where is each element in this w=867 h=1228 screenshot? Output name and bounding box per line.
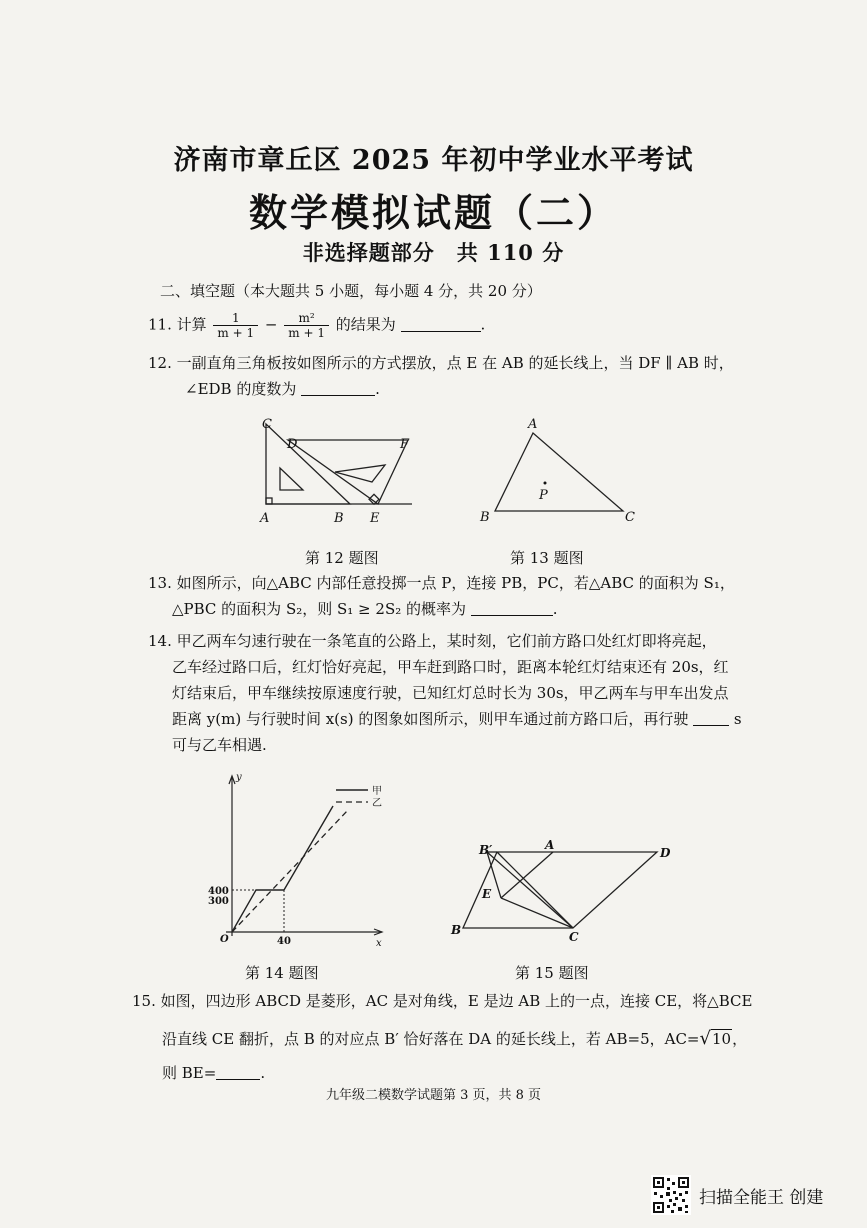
question-15-line-2 [162,1028,747,1049]
fig15-diagonal-ac [497,852,573,928]
question-12-line-1: 12. 一副直角三角板按如图所示的方式摆放，点 E 在 AB 的延长线上，当 DF ∥ AB 时， [148,354,734,372]
fig12-label-e: E [370,511,380,526]
q13-text: △PBC 的面积为 S₂，则 S₁ ≥ 2S₂ 的概率为 [172,600,466,618]
question-11 [148,311,485,340]
figure-13-caption: 第 13 题图 [510,549,584,567]
fig14-tick-300: 300 [208,896,229,907]
q11-frac1-den: m + 1 [217,326,255,340]
q15-text: 沿直线 CE 翻折，点 B 的对应点 B′ 恰好落在 DA 的延长线上，若 AB=5，AC= [162,1030,700,1048]
question-14-line-3: 灯结束后，甲车继续按原速度行驶，已知红灯总时长为 30s，甲乙两车与甲车出发点 [172,684,729,702]
fig14-y-label: y [236,772,242,783]
section-instructions: 二、填空题（本大题共 5 小题，每小题 4 分，共 20 分） [160,282,542,300]
question-15-line-1: 15. 如图，四边形 ABCD 是菱形，AC 是对角线，E 是边 AB 上的一点，连接 CE，将△BCE [132,992,753,1010]
watermark-text: 扫描全能王 创建 [699,1188,824,1208]
section-heading: 非选择题部分 共 110 分 [302,240,565,265]
q13-answer-blank[interactable] [471,601,553,616]
figure-12-caption: 第 12 题图 [305,549,379,567]
scanner-watermark [651,1175,824,1220]
fig15-label-b: B [451,923,462,937]
q12-answer-blank[interactable] [301,381,375,396]
fig12-triangle-def [288,440,408,504]
fig15-label-a: A [545,838,555,852]
question-14-line-4 [172,708,742,729]
fig15-label-bprime: B′ [479,843,493,857]
sqrt-sign: √ [699,1028,711,1049]
fig14-tick-400: 400 [208,886,229,897]
question-14-line-1: 14. 甲乙两车匀速行驶在一条笔直的公路上，某时刻，它们前方路口处红灯即将亮起， [148,632,717,650]
fig13-label-c: C [625,510,635,525]
fig12-label-a: A [260,511,270,526]
question-13-line-2 [172,598,558,619]
fig13-label-p: P [539,488,548,503]
q11-suffix: 的结果为 [335,315,396,334]
fig15-line-bpc [487,852,573,928]
question-14-line-2: 乙车经过路口后，红灯恰好亮起，甲车赶到路口时，距离本轮红灯结束还有 20s，红 [172,658,729,676]
q15-radicand: 10 [711,1030,732,1048]
exam-subtitle: 数学模拟试题（二） [248,190,618,235]
fig12-triangle-acb [266,424,350,504]
fig12-label-b: B [334,511,344,526]
fig14-x-label: x [376,938,382,949]
fig15-label-e: E [482,887,492,901]
fig13-label-a: A [528,417,538,432]
fig15-label-c: C [569,930,579,944]
figure-14-graph [200,770,395,955]
q11-minus: − [264,315,278,334]
question-12-line-2 [185,378,380,399]
q14-unit: s [733,710,742,728]
fig12-right-angle-a [266,498,272,504]
q13-end: . [552,600,558,618]
qr-code-icon [651,1175,691,1215]
fig13-triangle-abc [495,433,623,511]
question-13-line-1: 13. 如图所示，向△ABC 内部任意投掷一点 P，连接 PB，PC，若△ABC 的面积为 S₁， [148,574,735,592]
fig14-tick-40: 40 [277,936,291,947]
q11-frac2-num: m² [284,311,329,326]
figure-12 [250,410,425,530]
figure-13 [475,415,645,525]
q14-answer-blank[interactable] [693,711,729,726]
fig15-label-d: D [660,846,671,860]
page-footer: 九年级二模数学试题第 3 页，共 8 页 [325,1088,542,1103]
fig12-label-f: F [400,437,410,452]
q11-frac1-num: 1 [213,311,258,326]
fig13-label-b: B [480,510,490,525]
fig14-legend-jia: 甲 [372,786,382,797]
fig12-label-d: D [287,437,298,452]
figure-15-caption: 第 15 题图 [515,964,589,982]
fig14-series-jia [232,806,333,932]
q15-answer-blank[interactable] [216,1065,260,1080]
q14-text: 距离 y(m) 与行驶时间 x(s) 的图象如图所示，则甲车通过前方路口后，再行驶 [172,710,689,728]
figure-15 [445,838,685,948]
fig12-label-c: C [262,417,272,432]
q11-answer-blank[interactable] [401,317,481,332]
q11-frac2-den: m + 1 [288,326,325,340]
fig14-legend-yi: 乙 [372,798,382,809]
q11-fraction-1 [213,311,258,340]
q11-prefix: 11. 计算 [148,315,207,334]
fig14-origin: O [220,934,229,945]
q15-comma: ， [732,1030,748,1048]
exam-title: 济南市章丘区 2025 年初中学业水平考试 [173,145,694,176]
fig14-series-yi [232,810,348,932]
q15-end: . [260,1064,266,1082]
question-15-line-3 [162,1062,265,1083]
figure-14-caption: 第 14 题图 [245,964,319,982]
fig13-point-p [544,482,547,485]
fig12-inner-hole-left [280,468,303,490]
fig15-line-ea [501,852,553,898]
q11-fraction-2 [284,311,329,340]
question-14-line-5: 可与乙车相遇. [172,736,267,754]
q12-text: ∠EDB 的度数为 [185,380,297,398]
fig15-line-ce [501,898,573,928]
q11-end: . [480,315,486,334]
q12-end: . [375,380,380,398]
q15-text-be: 则 BE= [162,1064,217,1082]
